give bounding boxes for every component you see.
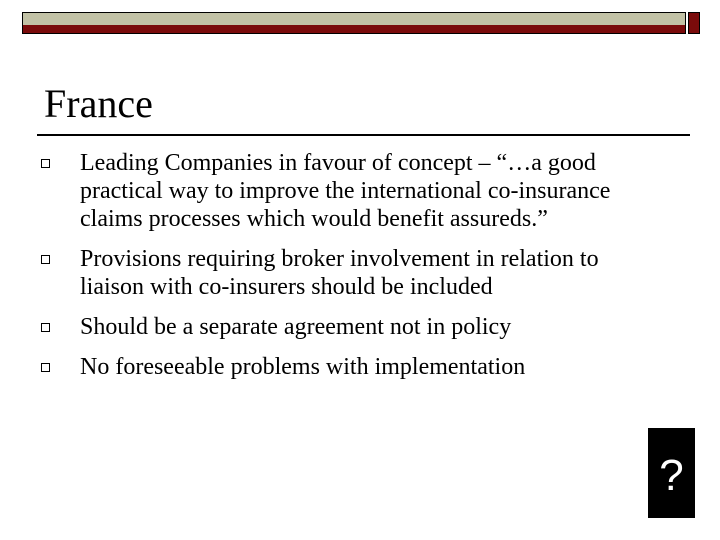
- header-corner-square: [688, 12, 700, 34]
- help-button[interactable]: [648, 428, 695, 518]
- header-band: [22, 12, 686, 34]
- bullet-item: [36, 149, 666, 233]
- bullet-item: [36, 313, 666, 341]
- title-divider: [37, 134, 690, 136]
- bullet-item: [36, 245, 666, 301]
- bullet-text: Should be a separate agreement not in policy: [80, 314, 512, 340]
- bullet-text: Provisions requiring broker involvement in relation to liaison with co-insurers should be included: [80, 246, 599, 300]
- bullet-text: Leading Companies in favour of concept – “…a good practical way to improve the international co-insurance claims processes which would benefit assureds.”: [80, 150, 611, 232]
- question-mark-icon: ?: [659, 451, 684, 500]
- bullet-list: [36, 149, 666, 393]
- hollow-square-bullet-icon: [41, 159, 50, 168]
- hollow-square-bullet-icon: [41, 323, 50, 332]
- hollow-square-bullet-icon: [41, 255, 50, 264]
- slide-title: France: [44, 81, 153, 126]
- hollow-square-bullet-icon: [41, 363, 50, 372]
- header-accent-stripe: [23, 25, 685, 33]
- bullet-text: No foreseeable problems with implementation: [80, 354, 526, 380]
- bullet-item: [36, 353, 666, 381]
